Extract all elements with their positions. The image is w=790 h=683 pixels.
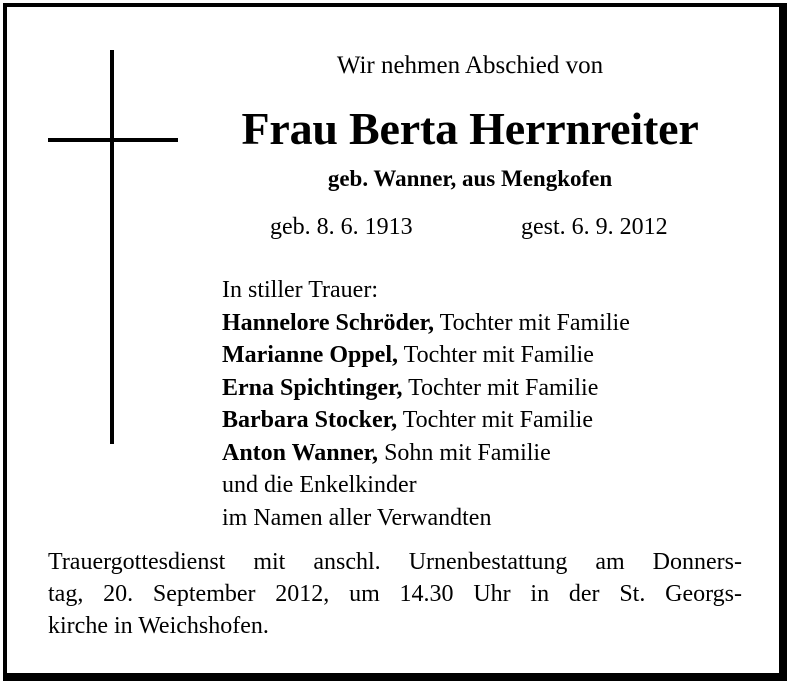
mourner-row <box>222 307 630 340</box>
closing-line: und die Enkelkinder <box>222 472 417 498</box>
closing-line: im Namen aller Verwandten <box>222 504 492 531</box>
mourners-heading: In stiller Trauer: <box>222 277 378 303</box>
mourner-relation: Tochter mit Familie <box>403 342 594 368</box>
mourner-relation: Sohn mit Familie <box>384 439 551 466</box>
mourner-row <box>222 404 630 437</box>
mourners-list <box>222 274 630 534</box>
mourner-name: Hannelore Schröder, <box>222 309 435 336</box>
cross-icon <box>110 50 114 444</box>
maiden-name: geb. Wanner, aus Mengkofen <box>327 166 613 191</box>
death-date: gest. 6. 9. 2012 <box>521 214 668 240</box>
cross-icon-bar <box>48 138 178 142</box>
mourner-row <box>222 437 630 470</box>
intro-text: Wir nehmen Abschied von <box>336 52 604 79</box>
mourner-relation: Tochter mit Familie <box>402 407 593 433</box>
mourner-name: Anton Wanner, <box>222 439 379 466</box>
mourner-name: Marianne Oppel, <box>222 342 399 368</box>
mourner-row <box>222 339 630 372</box>
service-line: Trauergottesdienst mit anschl. Urnenbestattung am Donners- <box>48 549 742 575</box>
mourner-row <box>222 372 630 405</box>
service-line: tag, 20. September 2012, um 14.30 Uhr in der St. Georgs- <box>48 581 742 607</box>
birth-date: geb. 8. 6. 1913 <box>270 214 413 240</box>
mourner-name: Erna Spichtinger, <box>222 374 403 401</box>
mourner-relation: Tochter mit Familie <box>408 374 599 401</box>
deceased-name: Frau Berta Herrnreiter <box>241 103 699 154</box>
service-info <box>48 546 742 642</box>
mourner-name: Barbara Stocker, <box>222 407 398 433</box>
mourner-relation: Tochter mit Familie <box>439 309 630 336</box>
service-line: kirche in Weichshofen. <box>48 613 269 639</box>
